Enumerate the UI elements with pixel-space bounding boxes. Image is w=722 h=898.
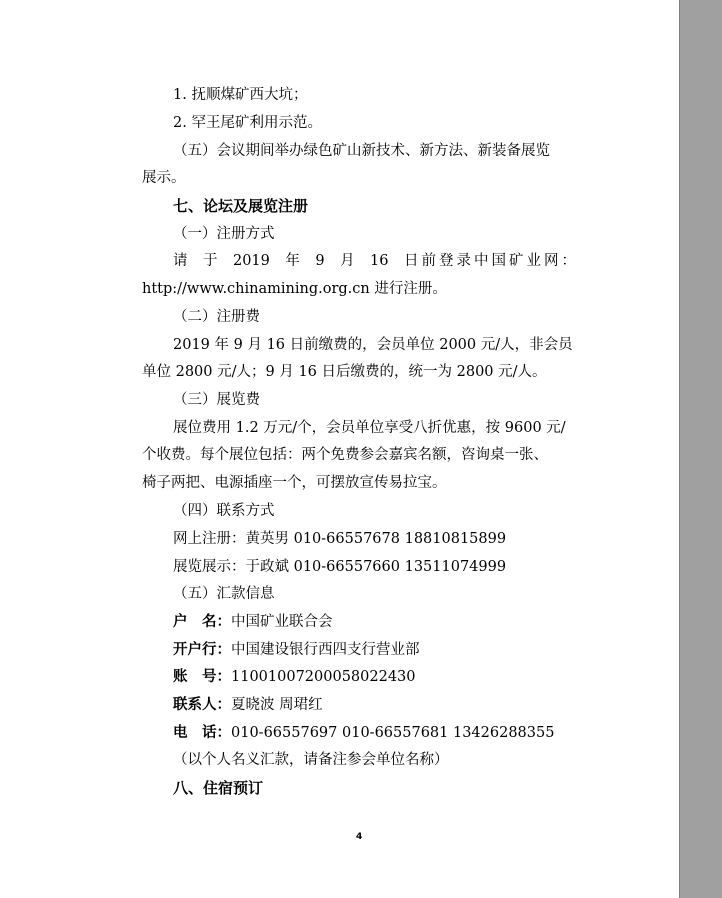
section-heading-7: 七、论坛及展览注册: [173, 197, 309, 215]
remit-value: 夏晓波 周珺红: [231, 697, 323, 713]
remit-note: （以个人名义汇款，请备注参会单位名称）: [173, 752, 449, 768]
contact-line: 展览展示：于政斌 010-66557660 13511074999: [173, 559, 507, 575]
remit-row: [173, 695, 323, 715]
page-number: 4: [356, 832, 363, 842]
registration-line: [173, 251, 579, 271]
remit-value: 11001007200058022430: [231, 669, 416, 685]
subsection-heading: （二）注册费: [173, 309, 260, 325]
remit-label: 账 号：: [173, 669, 231, 685]
paragraph-line: 个收费。每个展位包括：两个免费参会嘉宾名额，咨询桌一张、: [142, 447, 548, 463]
list-item-1: 1. 抚顺煤矿西大坑；: [173, 87, 308, 103]
section-heading-8: 八、住宿预订: [173, 779, 264, 797]
paragraph-line: 展示。: [142, 170, 186, 186]
subsection-heading: （五）汇款信息: [173, 586, 275, 602]
remit-row: [173, 723, 554, 743]
word: 16: [370, 253, 389, 269]
paragraph-line: 单位 2800 元/人；9 月 16 日后缴费的，统一为 2800 元/人。: [142, 364, 547, 380]
paragraph-line: （五）会议期间举办绿色矿山新技术、新方法、新装备展览: [173, 143, 550, 159]
contact-line: 网上注册：黄英男 010-66557678 18810815899: [173, 531, 507, 547]
remit-row: [173, 667, 416, 687]
subsection-heading: （三）展览费: [173, 392, 260, 408]
word: 2019: [232, 253, 270, 269]
remit-value: 中国建设银行西四支行营业部: [231, 642, 420, 658]
remit-label: 电 话：: [173, 725, 231, 741]
remit-value: 中国矿业联合会: [231, 614, 333, 630]
remit-label: 联系人：: [173, 697, 231, 713]
word: 月: [340, 253, 355, 269]
word: 9: [315, 253, 325, 269]
paragraph-line: 2019 年 9 月 16 日前缴费的，会员单位 2000 元/人，非会员: [173, 337, 573, 353]
remit-value: 010-66557697 010-66557681 13426288355: [231, 725, 555, 741]
word: 日前登录中国矿业网：: [403, 253, 579, 269]
word: 于: [202, 253, 218, 269]
paragraph-line: 展位费用 1.2 万元/个，会员单位享受八折优惠，按 9600 元/: [173, 420, 566, 436]
word: 年: [285, 253, 300, 269]
paragraph-line: 椅子两把、电源插座一个，可摆放宣传易拉宝。: [142, 475, 447, 491]
registration-url-line: http://www.chinamining.org.cn 进行注册。: [142, 281, 447, 297]
subsection-heading: （一）注册方式: [173, 226, 275, 242]
word: 请: [173, 253, 188, 269]
remit-row: [173, 612, 333, 632]
remit-label: 户 名：: [173, 614, 231, 630]
list-item-2: 2. 罕王尾矿利用示范。: [173, 115, 322, 131]
subsection-heading: （四）联系方式: [173, 503, 275, 519]
remit-row: [173, 640, 420, 660]
remit-label: 开户行：: [173, 642, 231, 658]
